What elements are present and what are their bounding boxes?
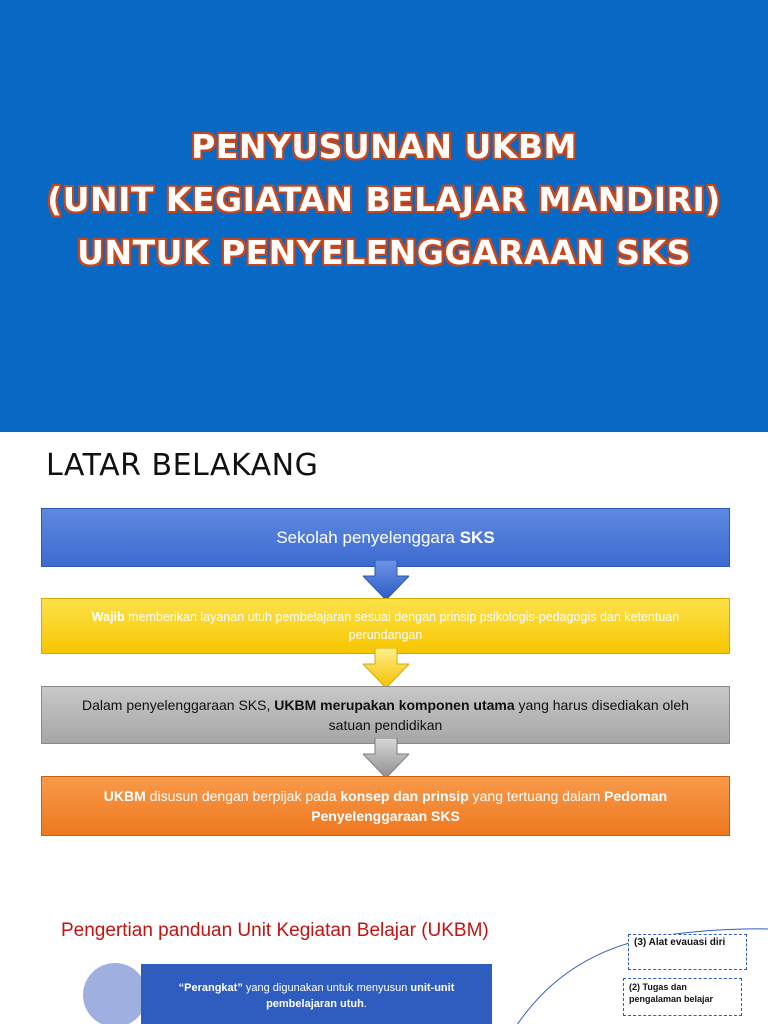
- flow-box-bold: konsep dan prinsip: [340, 788, 469, 804]
- side-box-tugas: (2) Tugas dan pengalaman belajar: [623, 978, 742, 1016]
- flow-box-sekolah: [41, 508, 730, 567]
- flow-box-ukbm-komponen: [41, 686, 730, 744]
- flow-box-wajib: [41, 598, 730, 654]
- flow-box-text: Sekolah penyelenggara: [276, 527, 460, 547]
- down-arrow-icon: [363, 560, 409, 600]
- slide-heading: LATAR BELAKANG: [46, 448, 319, 483]
- down-arrow-icon: [363, 648, 409, 688]
- flow-box-ukbm-disusun: [41, 776, 730, 836]
- side-box-alat-evaluasi: (3) Alat evauasi diri: [628, 934, 747, 970]
- title-line-2: (UNIT KEGIATAN BELAJAR MANDIRI): [47, 180, 721, 219]
- definition-bold: unit-unit pembelajaran utuh: [266, 982, 455, 1010]
- flow-box-text: yang harus disediakan oleh satuan pendidikan: [328, 697, 689, 733]
- slide-heading: Pengertian panduan Unit Kegiatan Belajar (UKBM): [61, 920, 489, 941]
- definition-text: .: [363, 998, 367, 1010]
- flow-box-bold: Pedoman Penyelenggaraan SKS: [311, 788, 668, 824]
- definition-bold: “Perangkat”: [178, 982, 243, 994]
- flow-box-bold: UKBM merupakan komponen utama: [274, 697, 515, 713]
- flow-box-text: memberikan layanan utuh pembelajaran sesuai dengan prinsip psikologis-pedagogis dan ketentuan perundangan: [124, 610, 680, 642]
- flow-box-bold: UKBM: [103, 788, 146, 804]
- title-line-1: PENYUSUNAN UKBM: [191, 127, 577, 166]
- down-arrow-icon: [363, 738, 409, 778]
- flow-box-text: Dalam penyelenggaraan SKS,: [82, 697, 275, 713]
- flow-box-bold: SKS: [459, 527, 495, 547]
- definition-bar: [141, 964, 492, 1024]
- flow-box-text: disusun dengan berpijak pada: [145, 788, 341, 804]
- pengertian-slide: [0, 864, 768, 1024]
- title-line-3: UNTUK PENYELENGGARAAN SKS: [77, 233, 691, 272]
- title-slide: [0, 0, 768, 432]
- flow-box-text: yang tertuang dalam: [468, 788, 605, 804]
- latar-belakang-slide: [0, 432, 768, 864]
- flow-box-bold: Wajib: [91, 610, 125, 624]
- circle-marker-icon: [83, 963, 147, 1024]
- definition-text: yang digunakan untuk menyusun: [242, 982, 411, 994]
- slide-title: [0, 120, 768, 279]
